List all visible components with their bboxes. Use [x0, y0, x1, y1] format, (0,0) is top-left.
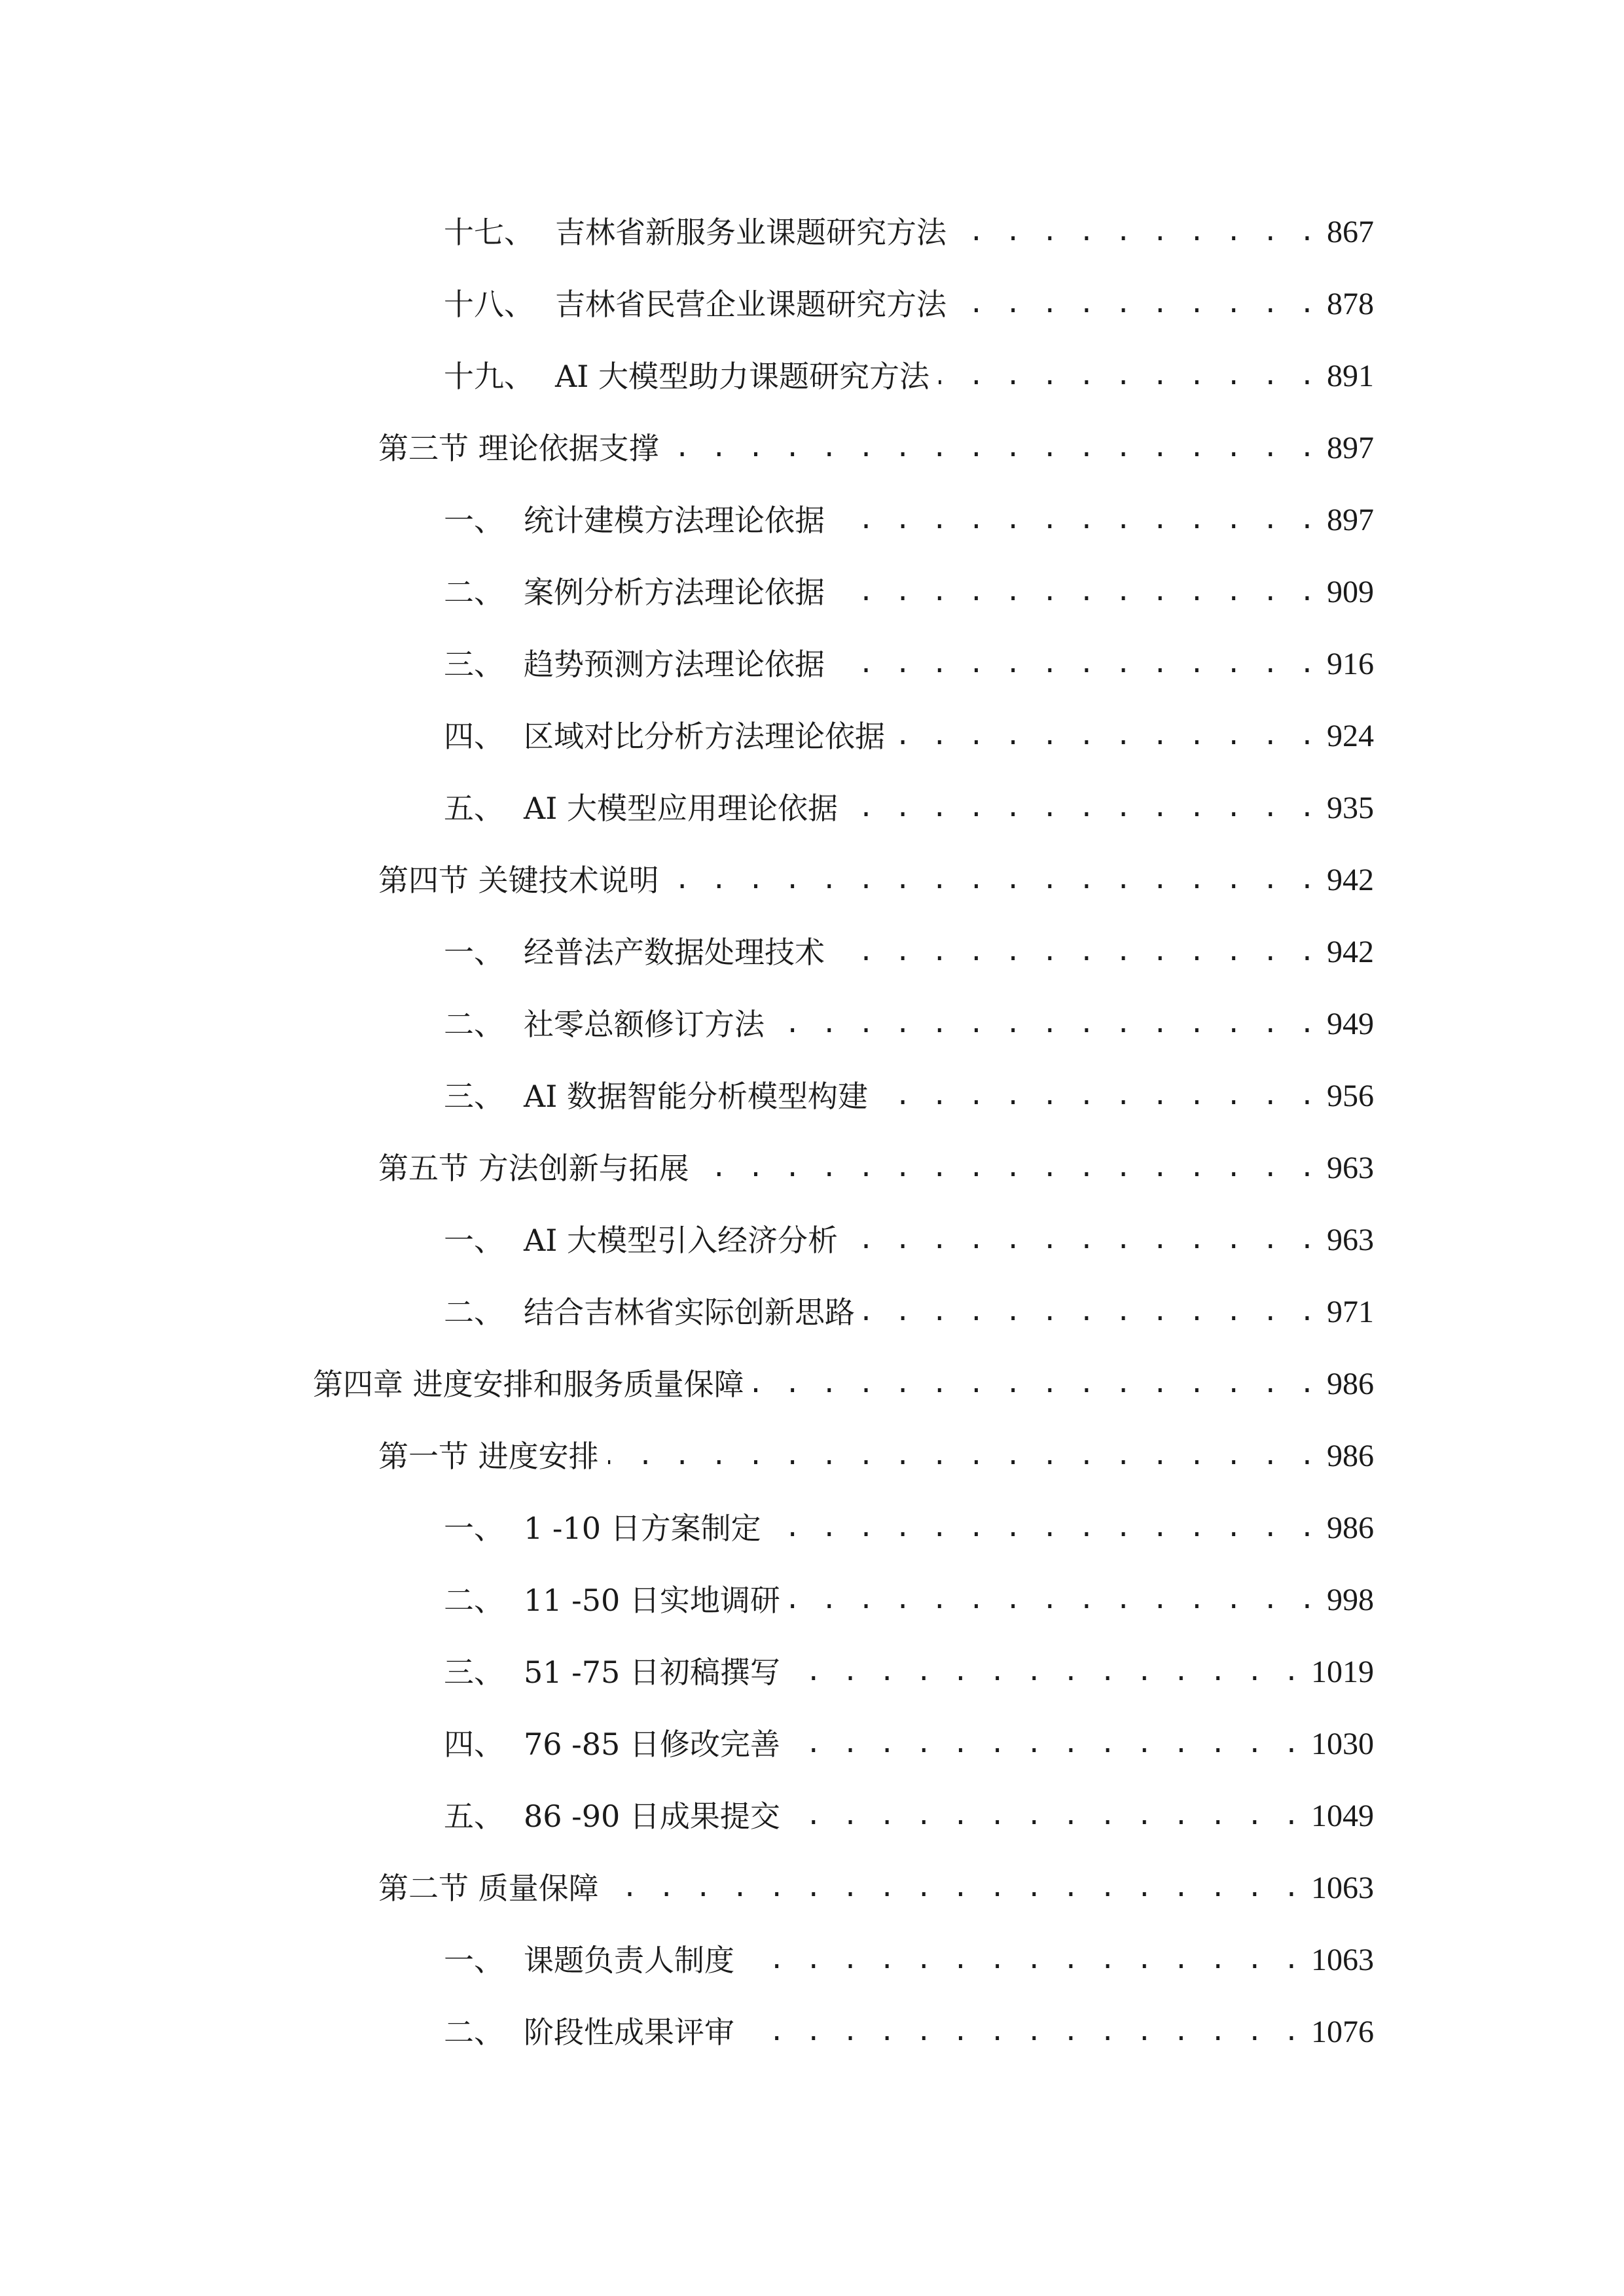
dot-leader — [864, 1297, 1318, 1327]
toc-entry-number: 二、 — [444, 2015, 504, 2050]
toc-entry-number: 二、 — [444, 575, 504, 610]
toc-section-entry[interactable] — [0, 1852, 1624, 1924]
toc-chapter-entry[interactable] — [0, 1348, 1624, 1420]
toc-entry-title: 第五节 方法创新与拓展 — [378, 1151, 689, 1186]
toc-entry[interactable] — [0, 1780, 1624, 1852]
toc-entry[interactable] — [0, 700, 1624, 772]
toc-entry[interactable] — [0, 484, 1624, 556]
toc-entry-title: 第三节 理论依据支撑 — [378, 431, 659, 466]
dot-leader — [789, 1801, 1302, 1831]
toc-entry[interactable] — [0, 196, 1624, 268]
dot-leader — [668, 865, 1318, 895]
toc-entry-title: AI 大模型引入经济分析 — [524, 1223, 839, 1258]
toc-entry-title: 第一节 进度安排 — [378, 1439, 599, 1474]
toc-entry[interactable] — [0, 1564, 1624, 1636]
toc-entry[interactable] — [0, 1996, 1624, 2068]
table-of-contents — [0, 196, 1624, 2068]
toc-entry-page: 916 — [1327, 647, 1374, 681]
toc-entry-number: 三、 — [444, 647, 504, 682]
toc-entry-title: 社零总额修订方法 — [524, 1007, 765, 1042]
toc-entry-title: AI 大模型应用理论依据 — [524, 791, 839, 826]
toc-entry-title: AI 大模型助力课题研究方法 — [555, 359, 930, 394]
toc-entry[interactable] — [0, 1276, 1624, 1348]
toc-entry-number: 三、 — [444, 1079, 504, 1114]
dot-leader — [770, 1513, 1318, 1543]
toc-entry-number: 十七、 — [444, 215, 534, 250]
dot-leader — [847, 1225, 1318, 1255]
toc-entry-page: 963 — [1327, 1151, 1374, 1185]
toc-entry-number: 三、 — [444, 1655, 504, 1690]
toc-entry-title: 吉林省新服务业课题研究方法 — [555, 215, 947, 250]
toc-entry-page: 971 — [1327, 1295, 1374, 1329]
toc-entry[interactable] — [0, 916, 1624, 988]
dot-leader — [608, 1441, 1318, 1471]
toc-entry-number: 四、 — [444, 1727, 504, 1762]
toc-entry-page: 1049 — [1311, 1799, 1374, 1833]
toc-entry-number: 一、 — [444, 503, 504, 538]
toc-entry-page: 909 — [1327, 575, 1374, 609]
toc-entry[interactable] — [0, 1636, 1624, 1708]
dot-leader — [789, 1657, 1302, 1687]
dot-leader — [834, 505, 1318, 535]
toc-entry-page: 986 — [1327, 1511, 1374, 1545]
toc-entry-number: 二、 — [444, 1583, 504, 1618]
toc-entry-page: 942 — [1327, 935, 1374, 969]
toc-entry-page: 1019 — [1311, 1655, 1374, 1689]
toc-entry[interactable] — [0, 1060, 1624, 1132]
dot-leader — [698, 1153, 1318, 1183]
toc-section-entry[interactable] — [0, 1132, 1624, 1204]
toc-entry[interactable] — [0, 268, 1624, 340]
toc-entry-page: 878 — [1327, 287, 1374, 321]
dot-leader — [744, 1945, 1302, 1975]
toc-entry-page: 1063 — [1311, 1943, 1374, 1977]
toc-entry-page: 867 — [1327, 215, 1374, 249]
toc-entry[interactable] — [0, 772, 1624, 844]
toc-entry-title: 吉林省民营企业课题研究方法 — [555, 287, 947, 322]
toc-entry-number: 一、 — [444, 1223, 504, 1258]
toc-entry-number: 二、 — [444, 1007, 504, 1042]
toc-entry-title: 课题负责人制度 — [524, 1943, 734, 1978]
toc-entry-page: 986 — [1327, 1439, 1374, 1473]
toc-entry-title: 案例分析方法理论依据 — [524, 575, 825, 610]
toc-entry-page: 935 — [1327, 791, 1374, 825]
toc-entry-title: 区域对比分析方法理论依据 — [524, 719, 885, 754]
toc-entry-number: 四、 — [444, 719, 504, 754]
toc-entry-number: 一、 — [444, 1943, 504, 1978]
toc-entry-page: 1063 — [1311, 1871, 1374, 1905]
dot-leader — [834, 649, 1318, 679]
toc-entry[interactable] — [0, 988, 1624, 1060]
toc-entry-page: 986 — [1327, 1367, 1374, 1401]
toc-entry-title: 第四节 关键技术说明 — [378, 863, 659, 898]
dot-leader — [834, 577, 1318, 607]
dot-leader — [834, 937, 1318, 967]
toc-entry-title: 结合吉林省实际创新思路 — [524, 1295, 855, 1330]
toc-entry[interactable] — [0, 628, 1624, 700]
toc-entry-page: 891 — [1327, 359, 1374, 393]
toc-section-entry[interactable] — [0, 412, 1624, 484]
toc-entry-page: 897 — [1327, 431, 1374, 465]
dot-leader — [956, 217, 1318, 247]
toc-entry-title: 趋势预测方法理论依据 — [524, 647, 825, 682]
toc-entry-title: 第四章 进度安排和服务质量保障 — [313, 1367, 744, 1402]
toc-entry-page: 963 — [1327, 1223, 1374, 1257]
dot-leader — [608, 1873, 1302, 1903]
toc-section-entry[interactable] — [0, 1420, 1624, 1492]
toc-entry-title: 1 -10 日方案制定 — [524, 1511, 761, 1546]
toc-entry-page: 949 — [1327, 1007, 1374, 1041]
toc-entry-number: 五、 — [444, 791, 504, 826]
toc-entry-title: AI 数据智能分析模型构建 — [524, 1079, 869, 1114]
toc-entry-title: 统计建模方法理论依据 — [524, 503, 825, 538]
toc-entry-number: 一、 — [444, 1511, 504, 1546]
toc-entry-number: 一、 — [444, 935, 504, 970]
toc-entry-title: 第二节 质量保障 — [378, 1871, 599, 1906]
toc-entry-number: 十九、 — [444, 359, 534, 394]
toc-entry-title: 11 -50 日实地调研 — [524, 1583, 780, 1618]
dot-leader — [877, 1081, 1318, 1111]
toc-section-entry[interactable] — [0, 844, 1624, 916]
dot-leader — [744, 2017, 1302, 2047]
toc-entry[interactable] — [0, 1924, 1624, 1996]
toc-entry-page: 942 — [1327, 863, 1374, 897]
toc-entry-page: 924 — [1327, 719, 1374, 753]
toc-entry-number: 二、 — [444, 1295, 504, 1330]
dot-leader — [789, 1585, 1318, 1615]
toc-entry-number: 五、 — [444, 1799, 504, 1834]
toc-entry[interactable] — [0, 556, 1624, 628]
toc-entry[interactable] — [0, 340, 1624, 412]
dot-leader — [894, 721, 1318, 751]
toc-entry[interactable] — [0, 1708, 1624, 1780]
toc-entry[interactable] — [0, 1492, 1624, 1564]
dot-leader — [789, 1729, 1302, 1759]
dot-leader — [774, 1009, 1318, 1039]
toc-entry-title: 76 -85 日修改完善 — [524, 1727, 780, 1762]
dot-leader — [847, 793, 1318, 823]
toc-entry-page: 897 — [1327, 503, 1374, 537]
toc-entry-title: 86 -90 日成果提交 — [524, 1799, 780, 1834]
toc-entry-title: 51 -75 日初稿撰写 — [524, 1655, 780, 1690]
toc-entry[interactable] — [0, 1204, 1624, 1276]
toc-entry-number: 十八、 — [444, 287, 534, 322]
toc-entry-page: 1076 — [1311, 2015, 1374, 2049]
dot-leader — [939, 361, 1318, 391]
dot-leader — [668, 433, 1318, 463]
toc-entry-page: 956 — [1327, 1079, 1374, 1113]
toc-entry-page: 1030 — [1311, 1727, 1374, 1761]
dot-leader — [753, 1369, 1318, 1399]
toc-entry-title: 经普法产数据处理技术 — [524, 935, 825, 970]
toc-entry-page: 998 — [1327, 1583, 1374, 1617]
dot-leader — [956, 289, 1318, 319]
toc-entry-title: 阶段性成果评审 — [524, 2015, 734, 2050]
